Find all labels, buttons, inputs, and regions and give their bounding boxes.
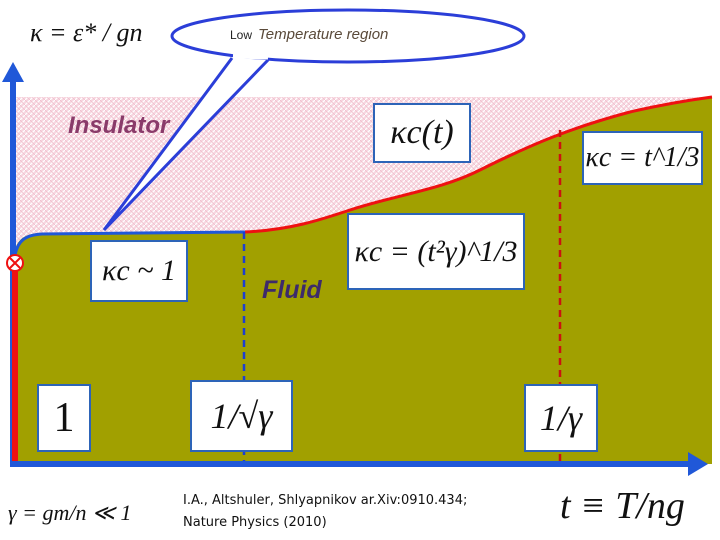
kappa-c-mid-box — [347, 213, 525, 290]
gamma-definition — [8, 500, 132, 526]
bubble-main-text: Temperature region — [258, 26, 389, 43]
axis-inv-gamma-text: 1/γ — [539, 398, 583, 438]
kappa-c-t-box — [373, 103, 471, 163]
bubble-label — [230, 26, 388, 43]
axis-inv-sqrt-gamma-text: 1/√γ — [210, 396, 273, 436]
kappa-c-low-text: κc ~ 1 — [102, 254, 176, 287]
bubble-prefix: Low — [230, 28, 253, 42]
fluid-label-text: Fluid — [262, 276, 322, 304]
kappa-c-mid-text: κc = (t²γ)^1/3 — [354, 234, 518, 268]
insulator-label-text: Insulator — [68, 112, 170, 139]
axis-inv-gamma-box — [524, 384, 598, 452]
kappa-c-one-third-box — [582, 131, 703, 185]
kappa-definition-text: κ = ε* / gn — [30, 18, 143, 47]
citation-line2: Nature Physics (2010) — [183, 515, 327, 530]
gamma-definition-text: γ = gm/n ≪ 1 — [8, 500, 132, 525]
axis-one-text: 1 — [53, 395, 75, 441]
fluid-label — [262, 276, 322, 305]
kappa-c-low-box — [90, 240, 188, 302]
axis-one-box — [37, 384, 91, 452]
insulator-label — [68, 112, 169, 140]
kappa-definition — [30, 18, 143, 48]
kappa-c-t-text: κc(t) — [390, 114, 454, 151]
y-axis-arrow — [2, 62, 24, 82]
citation — [183, 490, 467, 534]
t-definition-text: t ≡ T/ng — [560, 485, 685, 527]
kappa-c-one-third-text: κc = t^1/3 — [585, 142, 700, 173]
t-definition — [560, 484, 685, 528]
citation-line1: I.A., Altshuler, Shlyapnikov ar.Xiv:0910.434; — [183, 493, 468, 508]
axis-inv-sqrt-gamma-box — [190, 380, 293, 452]
